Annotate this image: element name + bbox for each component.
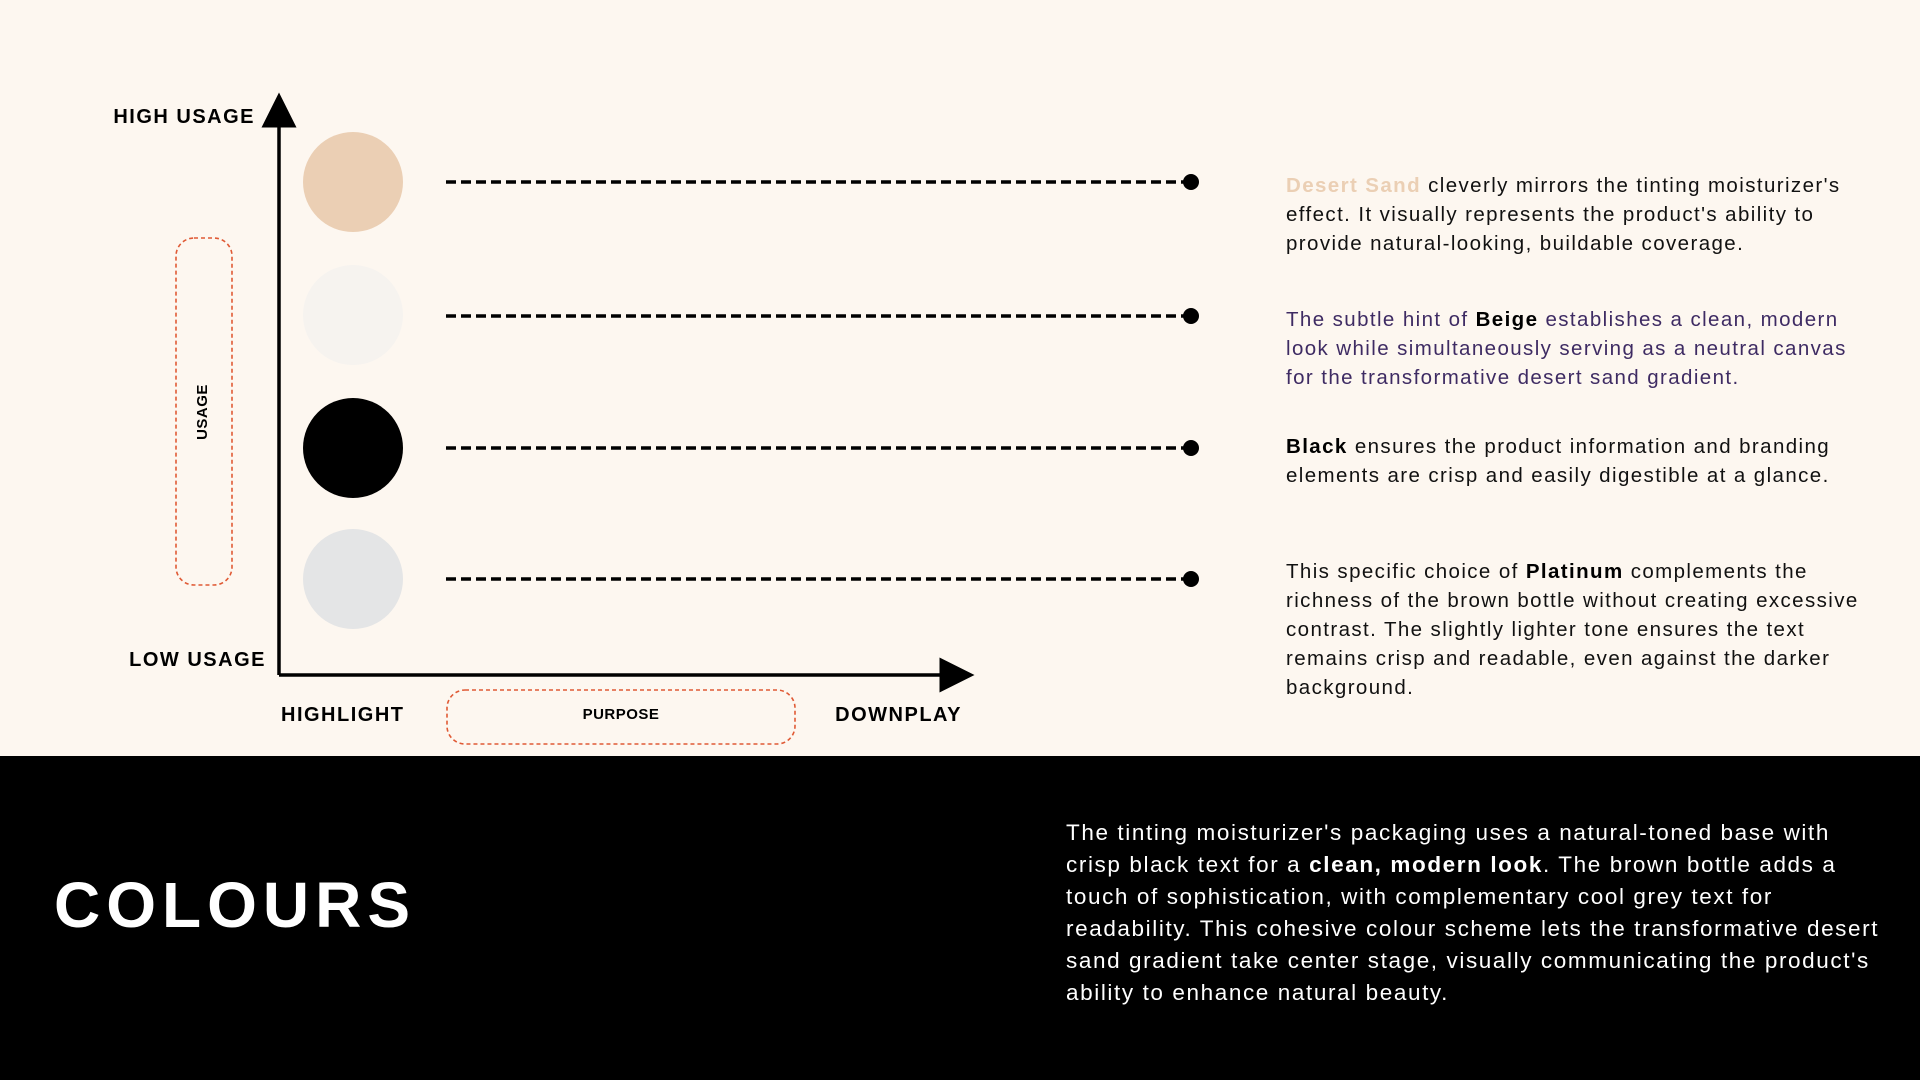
black-name: Black <box>1286 435 1348 458</box>
usage-pill-label: USAGE <box>194 384 211 440</box>
platinum-text-post: complements the richness of the brown bottle without creating excessive contrast. The slightly lighter tone ensures the text remains crisp and readable, even against the darker background. <box>1286 560 1859 699</box>
platinum-text-pre: This specific choice of <box>1286 560 1526 583</box>
desc-platinum <box>1286 557 1866 702</box>
black-text-post: ensures the product information and branding elements are crisp and easily digestible at a glance. <box>1286 435 1831 487</box>
section-title: COLOURS <box>54 869 416 941</box>
section-text-post: . The brown bottle adds a touch of sophistication, with complementary cool grey text for readability. This cohesive colour scheme lets the transformative desert sand gradient take center stage, visually communicating the product's ability to enhance natural beauty. <box>1066 852 1880 1005</box>
y-axis-high-label: HIGH USAGE <box>113 106 255 128</box>
connector-dot-platinum <box>1183 571 1199 587</box>
beige-text-pre: The subtle hint of <box>1286 308 1476 331</box>
desc-black <box>1286 432 1866 490</box>
section-text-bold: clean, modern look <box>1309 852 1543 877</box>
y-axis-low-label: LOW USAGE <box>129 649 266 671</box>
swatch-platinum <box>303 529 403 629</box>
section-text-pre: The tinting moisturizer's packaging uses a natural-toned base with crisp black text for a <box>1066 820 1830 877</box>
x-axis-left-label: HIGHLIGHT <box>281 704 405 726</box>
x-axis-right-label: DOWNPLAY <box>835 704 962 726</box>
desc-beige <box>1286 305 1866 392</box>
swatch-black <box>303 398 403 498</box>
desert-sand-highlight: Desert Sand <box>1286 174 1422 197</box>
platinum-name: Platinum <box>1525 560 1624 583</box>
connector-dot-desert-sand <box>1183 174 1199 190</box>
swatch-beige <box>303 265 403 365</box>
desc-desert-sand <box>1286 171 1866 258</box>
swatch-desert-sand <box>303 132 403 232</box>
desert-sand-text: cleverly mirrors the tinting moisturizer's effect. It visually represents the product's ability to provide natural-looking, buildable coverage. <box>1286 174 1841 255</box>
purpose-pill-label: PURPOSE <box>582 706 660 723</box>
beige-text-post: establishes a clean, modern look while simultaneously serving as a neutral canvas for the transformative desert sand gradient. <box>1286 308 1847 389</box>
connector-dot-black <box>1183 440 1199 456</box>
connector-dot-beige <box>1183 308 1199 324</box>
section-description <box>1066 817 1886 1009</box>
beige-name: Beige <box>1475 308 1539 331</box>
